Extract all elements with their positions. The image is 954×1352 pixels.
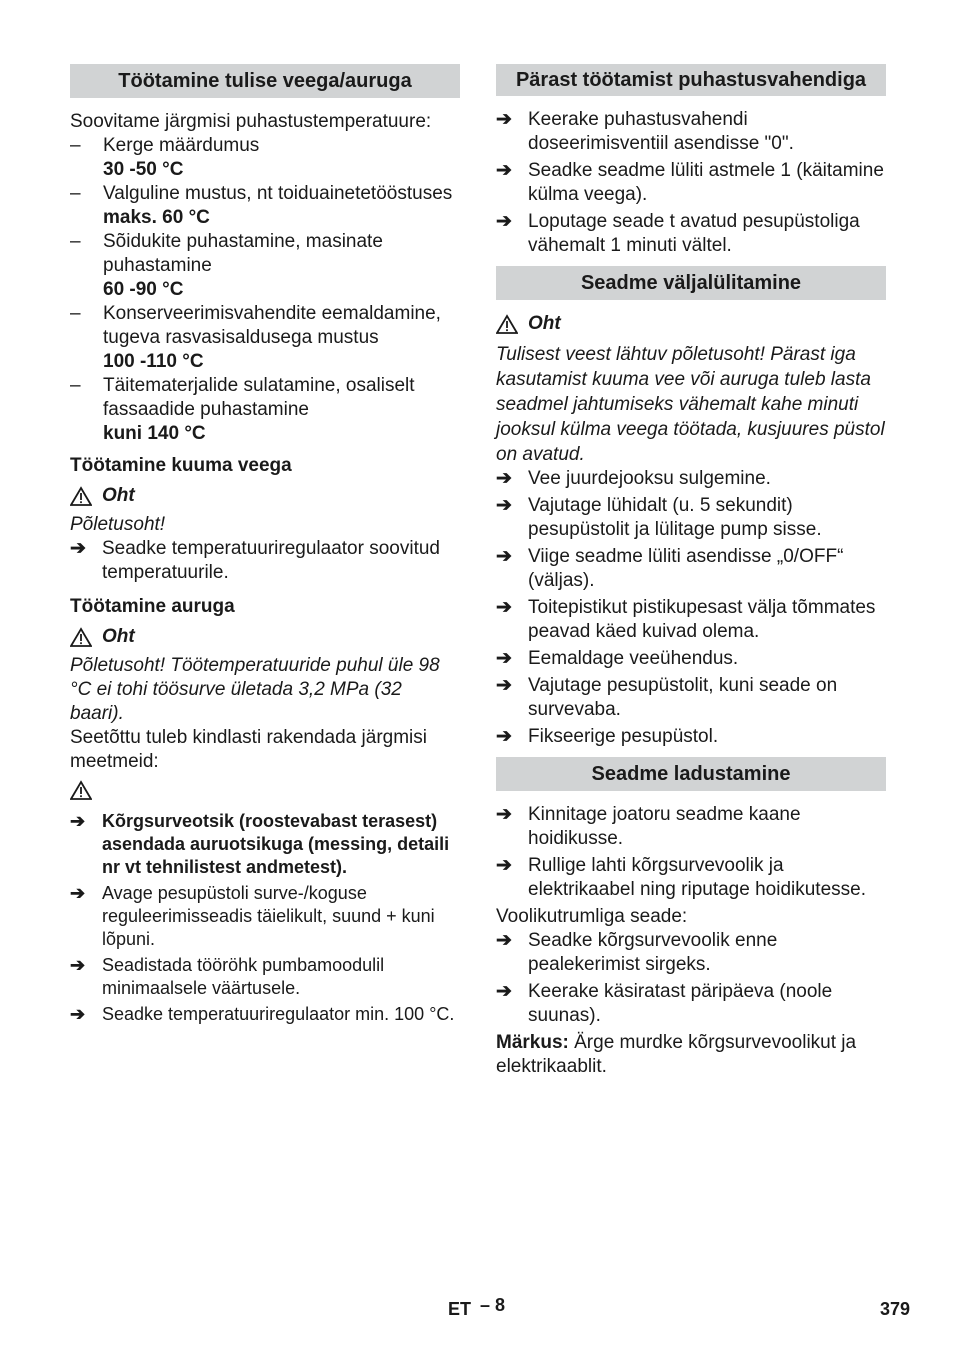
- step-text: Seadke seadme lüliti astmele 1 (käitamine külma veega).: [528, 160, 884, 205]
- arrow-right-icon: ➔: [70, 1004, 86, 1024]
- temperature-value: maks. 60 °C: [103, 207, 210, 228]
- warning-triangle-icon: [70, 780, 92, 800]
- note-text: Ärge murdke kõrgsurvevoolikut ja elektrikaablit.: [496, 1032, 857, 1077]
- arrow-right-icon: ➔: [496, 211, 512, 232]
- arrow-right-icon: ➔: [496, 160, 512, 181]
- steam-bold-step: [70, 810, 460, 879]
- footer-language-section: [448, 1297, 505, 1321]
- arrow-right-icon: ➔: [496, 546, 512, 567]
- step-text: Keerake puhastusvahendi doseerimisventiil asendisse "0".: [528, 109, 794, 154]
- arrow-right-icon: ➔: [496, 495, 512, 516]
- arrow-right-icon: ➔: [70, 811, 86, 831]
- list-item: [496, 545, 886, 593]
- list-item: [496, 467, 886, 491]
- dash-marker: –: [70, 303, 81, 324]
- warning-text: Oht: [102, 626, 135, 647]
- list-item: [496, 210, 886, 258]
- step-text: Toitepistikut pistikupesast välja tõmmates peavad käed kuivad olema.: [528, 597, 876, 642]
- list-item: [496, 803, 886, 851]
- switch-off-steps: [496, 467, 886, 749]
- switch-off-warning-text: Tulisest veest lähtuv põletusoht! Pärast iga kasutamist kuuma vee või auruga tuleb lasta seadmel jahtumiseks vähemalt kahe minuti jooksul külma veega töötada, kusjuures püstol on avatud.: [496, 344, 885, 465]
- warning-icon-standalone: [70, 780, 460, 802]
- list-item: [496, 159, 886, 207]
- step-text: Seadistada tööröhk pumbamoodulil minimaalsele väärtusele.: [102, 955, 385, 998]
- storage-steps: [496, 803, 886, 902]
- section-heading-storage: Seadme ladustamine: [496, 757, 886, 791]
- list-item: [496, 674, 886, 722]
- arrow-right-icon: ➔: [496, 597, 512, 618]
- list-item: [496, 596, 886, 644]
- step-text: Fikseerige pesupüstol.: [528, 726, 719, 747]
- after-detergent-steps: [496, 108, 886, 258]
- temperature-item: [70, 302, 460, 374]
- section-heading-switch-off: Seadme väljalülitamine: [496, 266, 886, 300]
- temperature-item: [70, 374, 460, 446]
- steam-note: Seetõttu tuleb kindlasti rakendada järgmisi meetmeid:: [70, 727, 427, 772]
- temperature-item: [70, 134, 460, 182]
- list-item: [496, 725, 886, 749]
- section-heading-hot-water-steam: Töötamine tulise veega/auruga: [70, 64, 460, 98]
- subheading-steam: Töötamine auruga: [70, 596, 235, 617]
- step-text: Rullige lahti kõrgsurvevoolik ja elektrikaabel ning riputage hoidikutesse.: [528, 855, 866, 900]
- dash-marker: –: [70, 135, 81, 156]
- arrow-right-icon: ➔: [70, 955, 86, 975]
- hot-water-warning-text: Põletusoht!: [70, 514, 166, 535]
- list-item: [496, 929, 886, 977]
- temperature-value: 30 -50 °C: [103, 159, 184, 180]
- arrow-right-icon: ➔: [496, 468, 512, 489]
- step-text: Vajutage pesupüstolit, kuni seade on survevaba.: [528, 675, 838, 720]
- warning-triangle-icon: [70, 627, 92, 647]
- arrow-right-icon: ➔: [70, 883, 86, 903]
- note-label: Märkus:: [496, 1032, 569, 1053]
- reel-intro: Voolikutrumliga seade:: [496, 906, 688, 927]
- step-text: Kinnitage joatoru seadme kaane hoidikusse.: [528, 804, 801, 849]
- list-item: [70, 1003, 460, 1026]
- reel-steps: [496, 929, 886, 1028]
- dash-marker: –: [70, 375, 81, 396]
- section-heading-after-detergent: Pärast töötamist puhastusvahendiga: [496, 64, 886, 96]
- list-item: ➔ Kõrgsurveotsik (roostevabast terasest) asendada auruotsikuga (messing, detaili nr vt tehnilistest andmetest).: [70, 811, 450, 877]
- step-text: Avage pesupüstoli surve-/koguse reguleerimisseadis täielikult, suund + kuni lõpuni.: [102, 883, 435, 949]
- arrow-right-icon: ➔: [496, 930, 512, 951]
- arrow-right-icon: ➔: [496, 804, 512, 825]
- step-text: Seadke kõrgsurvevoolik enne pealekerimist sirgeks.: [528, 930, 778, 975]
- arrow-right-icon: ➔: [496, 726, 512, 747]
- step-text: Vee juurdejooksu sulgemine.: [528, 468, 771, 489]
- dash-marker: –: [70, 231, 81, 252]
- steam-steps: [70, 882, 460, 1026]
- temperature-value: 60 -90 °C: [103, 279, 184, 300]
- temperature-label: Valguline mustus, nt toiduainetetööstuses: [103, 183, 453, 204]
- arrow-right-icon: ➔: [496, 855, 512, 876]
- arrow-right-icon: ➔: [496, 981, 512, 1002]
- step-text: Seadke temperatuuriregulaator min. 100 °C.: [102, 1004, 455, 1024]
- list-item: [496, 854, 886, 902]
- temperature-item: [70, 182, 460, 230]
- warning-triangle-icon: [70, 486, 92, 506]
- list-item: [70, 537, 460, 585]
- footer-language: ET: [448, 1299, 472, 1319]
- list-item: [496, 980, 886, 1028]
- step-text: Seadke temperatuuriregulaator soovitud temperatuurile.: [102, 538, 440, 583]
- warning-label: [70, 484, 460, 508]
- page-number: 379: [880, 1299, 911, 1319]
- list-item: [496, 647, 886, 671]
- arrow-right-icon: ➔: [496, 109, 512, 130]
- temperature-value: kuni 140 °C: [103, 423, 206, 444]
- step-text: Viige seadme lüliti asendisse „0/OFF“ (väljas).: [528, 546, 844, 591]
- left-column: [70, 64, 460, 1029]
- temperature-list: [70, 134, 460, 446]
- arrow-right-icon: ➔: [496, 648, 512, 669]
- warning-text: Oht: [528, 313, 561, 334]
- arrow-right-icon: ➔: [496, 675, 512, 696]
- list-item: [70, 882, 460, 951]
- temperature-label: Kerge määrdumus: [103, 135, 260, 156]
- right-column: [496, 64, 886, 1079]
- temperature-value: 100 -110 °C: [103, 351, 204, 372]
- temperature-item: [70, 230, 460, 302]
- step-text: Loputage seade t avatud pesupüstoliga vähemalt 1 minuti vältel.: [528, 211, 860, 256]
- warning-triangle-icon: [496, 314, 518, 334]
- step-text: Eemaldage veeühendus.: [528, 648, 739, 669]
- step-text: Vajutage lühidalt (u. 5 sekundit) pesupüstolit ja lülitage pump sisse.: [528, 495, 822, 540]
- subheading-hot-water: Töötamine kuuma veega: [70, 455, 292, 476]
- list-item: [496, 108, 886, 156]
- warning-label: [70, 625, 460, 649]
- temperature-label: Täitematerjalide sulatamine, osaliselt fassaadide puhastamine: [103, 375, 415, 420]
- warning-text: Oht: [102, 485, 135, 506]
- warning-label: [496, 312, 886, 336]
- dash-marker: –: [70, 183, 81, 204]
- temperature-label: Konserveerimisvahendite eemaldamine, tugeva rasvasisaldusega mustus: [103, 303, 441, 348]
- list-item: [70, 954, 460, 1000]
- arrow-right-icon: ➔: [70, 538, 86, 559]
- storage-note: [496, 1031, 886, 1079]
- hot-water-steps: [70, 537, 460, 585]
- footer-section: – 8: [480, 1295, 506, 1315]
- list-item: [496, 494, 886, 542]
- step-text: Keerake käsiratast päripäeva (noole suunas).: [528, 981, 833, 1026]
- temperature-intro: Soovitame järgmisi puhastustemperatuure:: [70, 111, 432, 132]
- steam-warning-text: Põletusoht! Töötemperatuuride puhul üle 98 °C ei tohi töösurve ületada 3,2 MPa (32 baari).: [70, 655, 440, 724]
- temperature-label: Sõidukite puhastamine, masinate puhastamine: [103, 231, 383, 276]
